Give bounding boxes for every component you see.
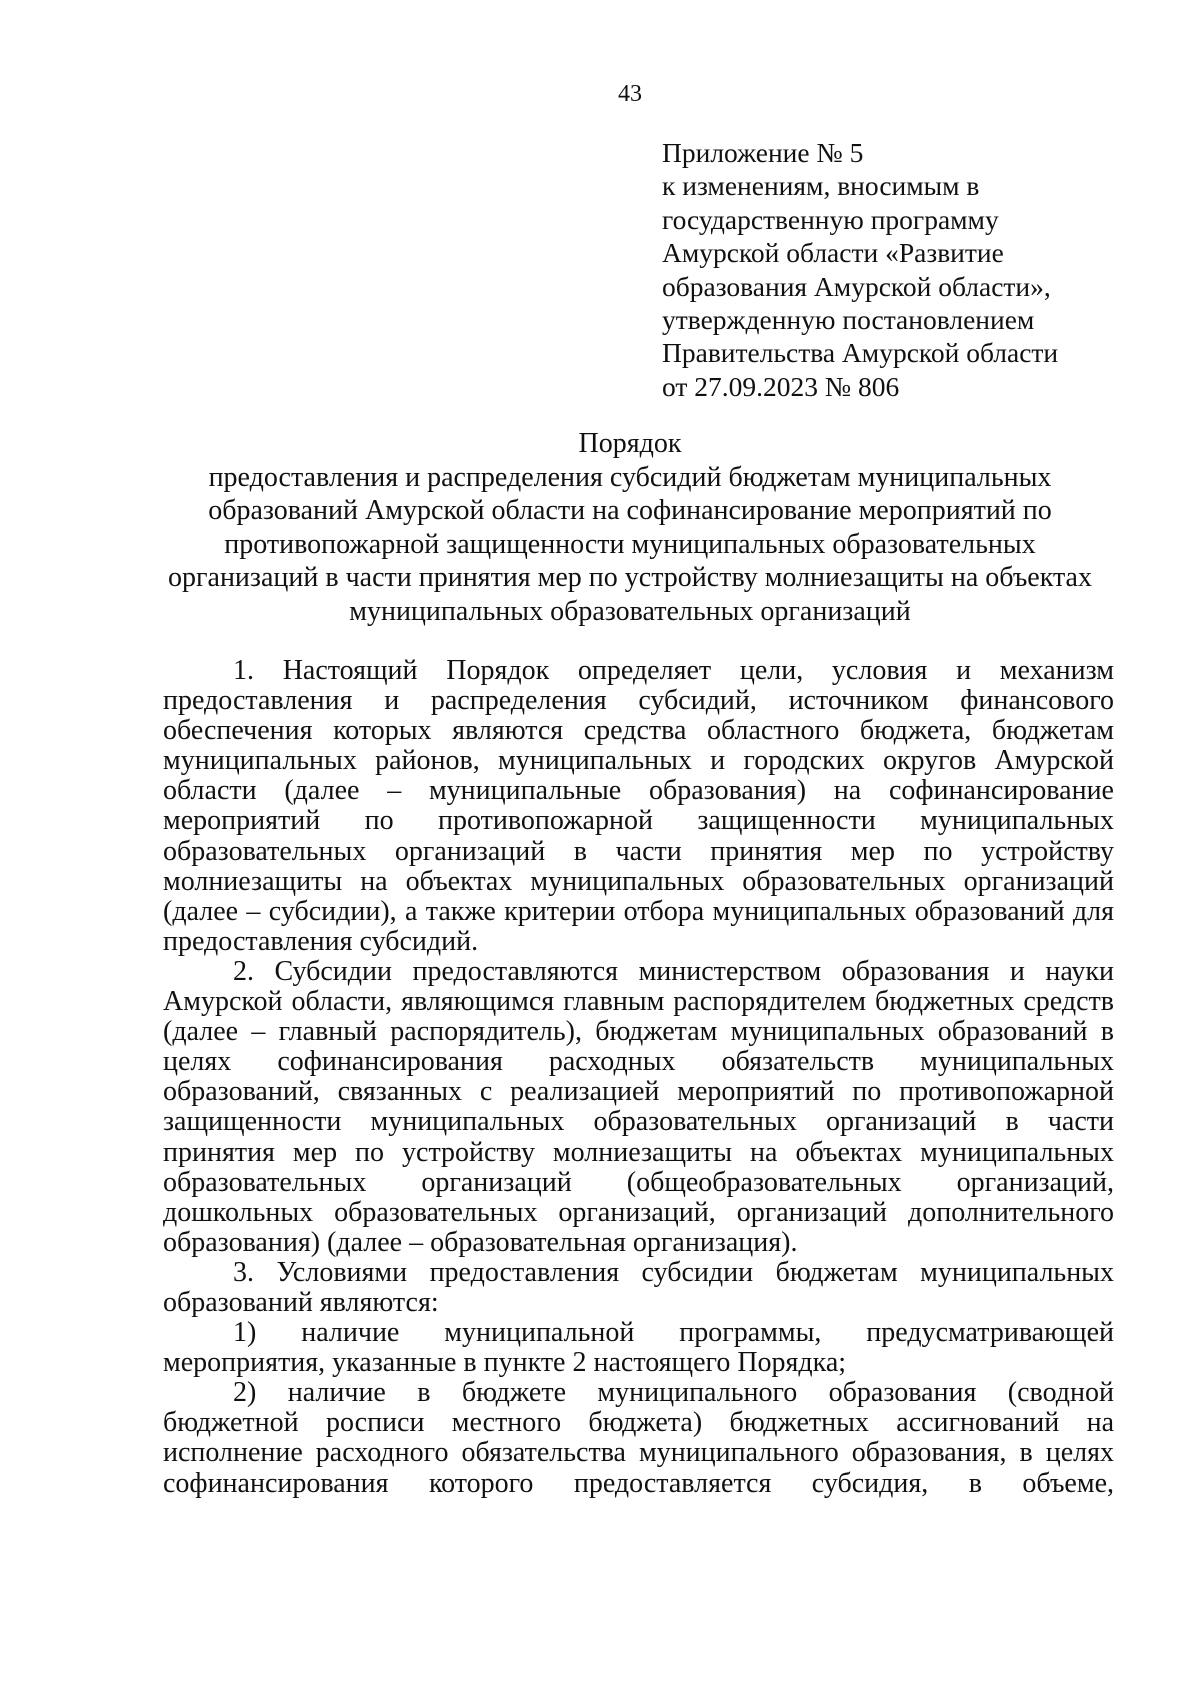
body-line: 1) наличие муниципальной программы, предусматривающей (233, 1317, 1114, 1349)
appendix-line: Амурской области «Развитие (662, 237, 1004, 269)
appendix-line: государственную программу (662, 203, 999, 235)
body-line: 2. Субсидии предоставляются министерством образования и науки (233, 955, 1114, 987)
body-line: предоставления субсидий. (163, 925, 479, 957)
title-heading: Порядок (578, 428, 682, 459)
body-line: образования) (далее – образовательная организация). (163, 1226, 798, 1258)
body-line: защищенности муниципальных образовательных организаций в части (163, 1106, 1114, 1138)
body-line: принятия мер по устройству молниезащиты на объектах муниципальных (163, 1136, 1114, 1168)
title-line: предоставления и распределения субсидий бюджетам муниципальных (208, 461, 1052, 493)
appendix-line: образования Амурской области», (662, 270, 1051, 302)
body-line: 3. Условиями предоставления субсидии бюджетам муниципальных (233, 1256, 1114, 1288)
body-line: предоставления и распределения субсидий, источником финансового (163, 685, 1114, 717)
body-line: 2) наличие в бюджете муниципального образования (сводной (233, 1377, 1114, 1409)
title-line: образований Амурской области на софинансирование мероприятий по (208, 495, 1052, 526)
body-line: целях софинансирования расходных обязательств муниципальных (163, 1046, 1114, 1078)
body-line: образований являются: (163, 1286, 439, 1318)
body-line: (далее – главный распорядитель), бюджетам муниципальных образований в (163, 1016, 1114, 1048)
body-line: образовательных организаций в части принятия мер по устройству (163, 835, 1114, 867)
body-line: мероприятия, указанные в пункте 2 настоящего Порядка; (163, 1347, 847, 1379)
body-line: молниезащиты на объектах муниципальных образовательных организаций (163, 865, 1114, 897)
body-line: бюджетной росписи местного бюджета) бюджетных ассигнований на (163, 1407, 1114, 1439)
title-line: муниципальных образовательных организаций (349, 595, 911, 627)
appendix-line: Правительства Амурской области (662, 337, 1059, 369)
appendix-header (662, 136, 1112, 403)
body-line: софинансирования которого предоставляется субсидия, в объеме, (163, 1467, 1114, 1499)
body-line: (далее – субсидии), а также критерии отбора муниципальных образований для (163, 895, 1114, 927)
body-line: исполнение расходного обязательства муниципального образования, в целях (163, 1437, 1114, 1469)
body-line: образовательных организаций (общеобразовательных организаций, (163, 1166, 1114, 1198)
body-line: муниципальных районов, муниципальных и городских округов Амурской (163, 745, 1114, 777)
title-line: противопожарной защищенности муниципальных образовательных (224, 528, 1036, 560)
appendix-line: утвержденную постановлением (662, 303, 1035, 335)
body-line: Амурской области, являющимся главным распорядителем бюджетных средств (163, 986, 1114, 1018)
body-line: 1. Настоящий Порядок определяет цели, условия и механизм (233, 655, 1114, 686)
body-line: мероприятий по противопожарной защищенности муниципальных (163, 805, 1114, 837)
appendix-line: Приложение № 5 (662, 137, 864, 168)
page-number: 43 (618, 81, 642, 107)
body-line: области (далее – муниципальные образования) на софинансирование (163, 775, 1114, 807)
appendix-line: от 27.09.2023 № 806 (662, 370, 900, 402)
document-body (163, 656, 1114, 1499)
body-line: дошкольных образовательных организаций, организаций дополнительного (163, 1196, 1114, 1228)
body-line: образований, связанных с реализацией мероприятий по противопожарной (163, 1076, 1114, 1108)
body-line: обеспечения которых являются средства областного бюджета, бюджетам (163, 715, 1114, 747)
title-line: организаций в части принятия мер по устройству молниезащиты на объектах (168, 562, 1092, 593)
document-title (140, 427, 1120, 628)
appendix-line: к изменениям, вносимым в (662, 170, 980, 202)
